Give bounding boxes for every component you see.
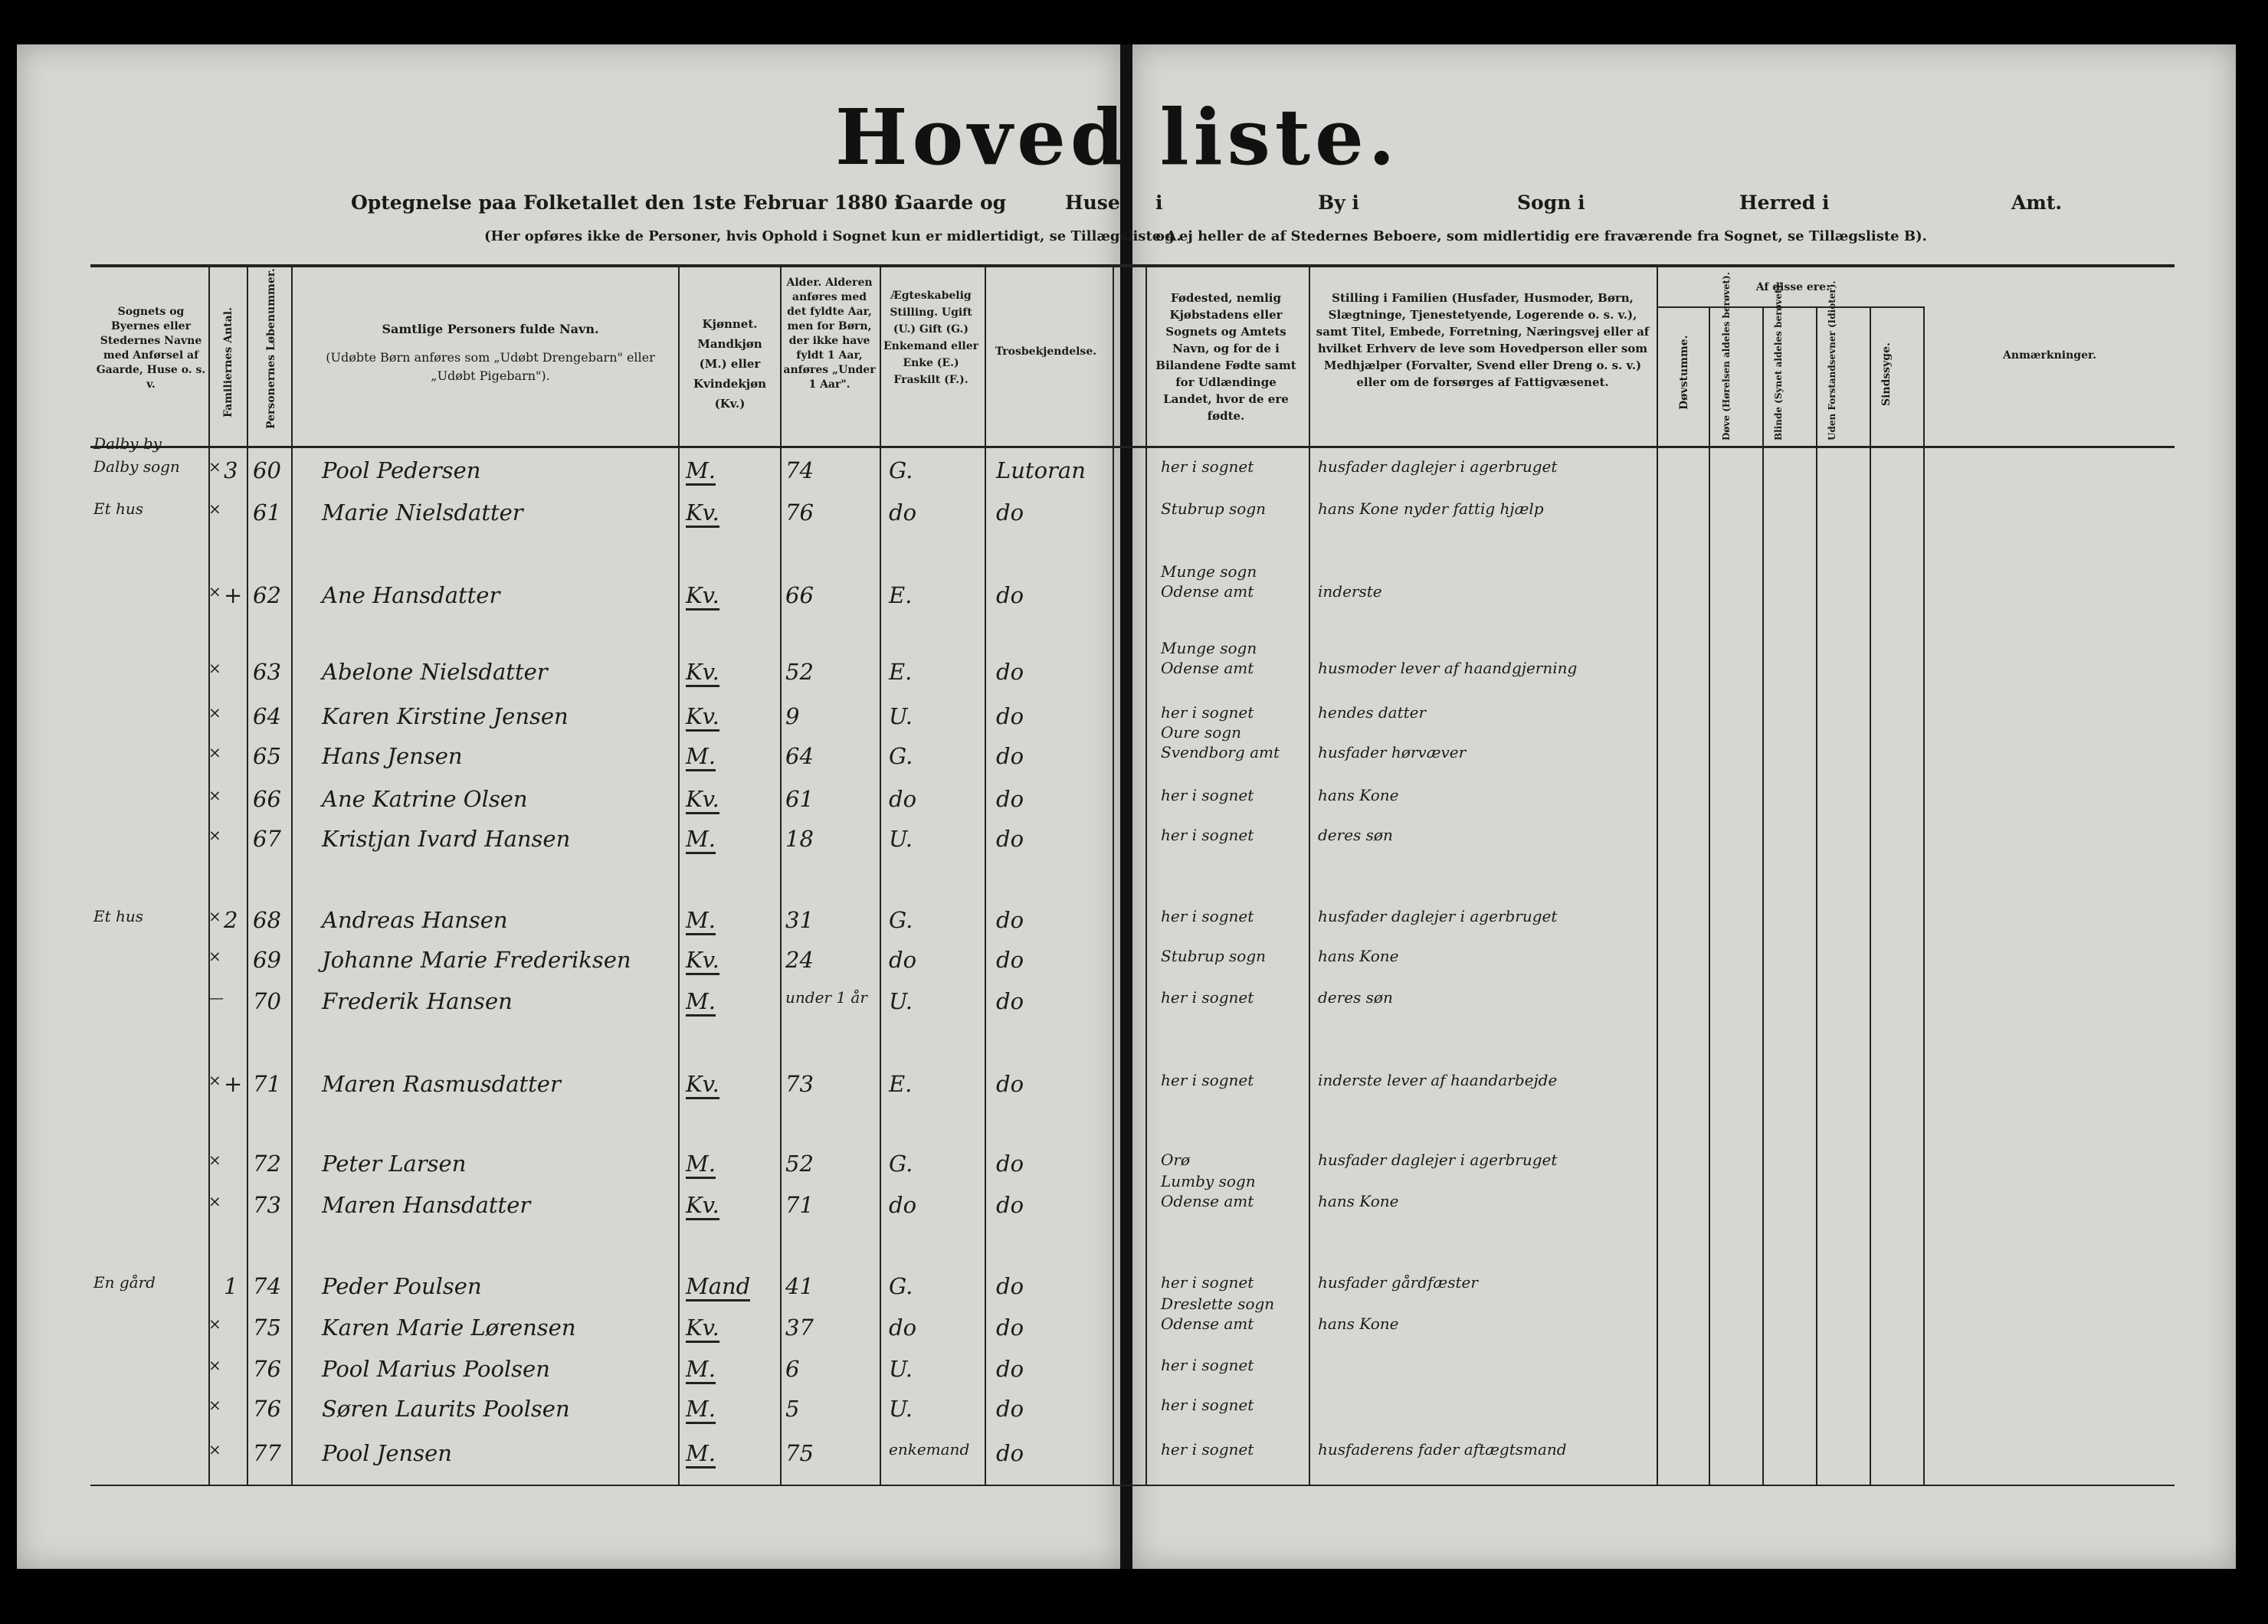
sex: M. [686,1440,716,1468]
col-idioter-header: Uden Forstandsevner (Idioter). [1827,280,1837,440]
col-alder-header: Alder. Alderen anføres med det fyldte Aar, men for Børn, der ikke have fyldt 1 Aar, anføres „Under 1 Aar". [783,277,876,391]
age: 5 [785,1396,800,1422]
page-fold [1120,44,1132,1569]
col-familie-stilling-header: Stilling i Familien (Husfader, Husmoder, Børn, Slægtninge, Tjenestetyende, Logerende o. s. v.), samt Titel, Embede, Forretning, Næringsvej eller af hvilket Erhverv de leve som Hovedperson eller som Medhjælper (Forvalter, Svend eller Dreng o. s. v.) eller om de forsørges af Fattigvæsenet. [1316,291,1650,389]
occupation: hans Kone [1318,786,1399,804]
birthplace: her i sognet [1161,786,1254,804]
sex: M. [686,1396,716,1424]
age: 64 [785,743,814,769]
marital-status: do [889,1315,917,1341]
column-line [1309,264,1310,1485]
sex: Mand [686,1273,750,1301]
age: 41 [785,1273,814,1299]
occupation: husfader daglejer i agerbruget [1318,457,1558,476]
age: 66 [785,582,814,608]
sex: Kv. [686,659,719,687]
person-number: 75 [253,1315,281,1341]
tally-mark: × [208,1071,221,1089]
marital-status: G. [889,743,913,769]
age: under 1 år [785,988,867,1007]
header-segment: Amt. [2011,192,2063,214]
sex: M. [686,988,716,1017]
header-segment: i [1155,192,1163,214]
religion: do [996,1315,1024,1341]
col-tro-header: Trosbekjendelse. [995,345,1097,358]
age: 74 [785,457,814,483]
page-title: Hoved liste. [835,92,1400,182]
person-number: 62 [253,582,281,608]
age: 75 [785,1440,814,1466]
family-count: + [224,1071,243,1097]
marital-status: E. [889,659,913,685]
col-af-disse-header: Af disse ere: [1755,281,1830,293]
birthplace-parish: Dreslette sogn [1161,1295,1275,1313]
religion: do [996,947,1024,973]
place-name: Dalby by [93,434,162,453]
marital-status: U. [889,1396,913,1422]
birthplace-parish: Oure sogn [1161,723,1242,742]
person-name: Marie Nielsdatter [322,499,523,526]
person-number: 63 [253,659,281,685]
religion: do [996,1356,1024,1382]
occupation: hans Kone [1318,947,1399,965]
religion: do [996,907,1024,933]
religion: do [996,582,1024,608]
age: 76 [785,499,814,526]
birthplace: Stubrup sogn [1161,499,1267,518]
column-line [880,264,881,1485]
header-segment: Optegnelse paa Folketallet den 1ste Februar 1880 i [351,192,902,214]
col-navn-note: (Udøbte Børn anføres som „Udøbt Drengebarn" eller „Udøbt Pigebarn"). [326,350,655,383]
marital-status: G. [889,1273,913,1299]
religion: do [996,743,1024,769]
person-name: Abelone Nielsdatter [322,659,548,685]
birthplace-parish: Lumby sogn [1161,1172,1256,1190]
person-name: Hans Jensen [322,743,463,769]
person-name: Karen Kirstine Jensen [322,703,569,729]
occupation: hans Kone [1318,1192,1399,1210]
birthplace: Odense amt [1161,1192,1254,1210]
header-segment: Herred i [1739,192,1830,214]
tally-mark: × [208,743,221,761]
birthplace: her i sognet [1161,457,1254,476]
column-line [985,264,986,1485]
tally-mark: × [208,947,221,965]
note-right: og ej heller de af Stedernes Beboere, som midlertidig ere fraværende fra Sognet, se Tillægsliste B). [1155,228,1927,244]
col-navn-header: Samtlige Personers fulde Navn. [382,322,599,336]
marital-status: U. [889,703,913,729]
birthplace: Orø [1161,1151,1190,1169]
marital-status: E. [889,1071,913,1097]
occupation: husmoder lever af haandgjerning [1318,659,1578,677]
sex: Kv. [686,786,719,814]
religion: do [996,988,1024,1014]
subheader-rule [1657,306,1923,308]
place-name-2: Dalby sogn [93,457,180,476]
header-segment: Huse [1065,192,1120,214]
birthplace: Odense amt [1161,659,1254,677]
sex: Kv. [686,1192,719,1220]
sex: Kv. [686,703,719,732]
person-number: 67 [253,826,281,852]
person-name: Pool Jensen [322,1440,452,1466]
marital-status: G. [889,907,913,933]
sex: Kv. [686,1071,719,1099]
birthplace: her i sognet [1161,703,1254,722]
birthplace: her i sognet [1161,826,1254,844]
table-top-rule [90,264,2175,267]
marital-status: U. [889,1356,913,1382]
person-number: 71 [253,1071,281,1097]
person-number: 69 [253,947,281,973]
person-number: 60 [253,457,281,483]
col-dove-header: Døve (Hørelsen aldeles berøvet). [1721,272,1732,440]
tally-mark: × [208,582,221,601]
birthplace: her i sognet [1161,1273,1254,1292]
tally-mark: × [208,1356,221,1374]
marital-status: G. [889,457,913,483]
age: 31 [785,907,814,933]
col-familie-antal-header: Familiernes Antal. [222,307,234,417]
person-number: 73 [253,1192,281,1218]
age: 24 [785,947,814,973]
birthplace: her i sognet [1161,1071,1254,1089]
birthplace: her i sognet [1161,1440,1254,1459]
person-number: 77 [253,1440,281,1466]
col-dovstumme-header: Døvstumme. [1678,335,1690,410]
person-number: 64 [253,703,281,729]
sex: Kv. [686,1315,719,1343]
col-kjon-header: Kjønnet. Mandkjøn (M.) eller Kvindekjøn (Kv.) [693,317,767,411]
person-name: Maren Hansdatter [322,1192,531,1218]
column-line [1762,306,1764,1485]
birthplace-parish: Munge sogn [1161,639,1257,657]
birthplace: Odense amt [1161,582,1254,601]
right-page [1132,44,2236,1569]
tally-mark: × [208,703,221,722]
column-line [678,264,680,1485]
sex: M. [686,907,716,935]
col-sindssyge-header: Sindssyge. [1880,342,1893,406]
birthplace: her i sognet [1161,1356,1254,1374]
family-count: 2 [224,907,238,933]
column-line [780,264,782,1485]
person-number: 70 [253,988,281,1014]
col-blinde-header: Blinde (Synet aldeles berøvet). [1773,281,1784,440]
occupation: inderste lever af haandarbejde [1318,1071,1558,1089]
col-sogn-header: Sognets og Byernes eller Stedernes Navne med Anførsel af Gaarde, Huse o. s. v. [96,306,206,391]
religion: Lutoran [996,457,1086,483]
column-line [247,264,248,1485]
person-name: Andreas Hansen [322,907,508,933]
age: 52 [785,659,814,685]
tally-mark: × [208,786,221,804]
age: 61 [785,786,814,812]
religion: do [996,1396,1024,1422]
religion: do [996,1273,1024,1299]
person-name: Johanne Marie Frederiksen [322,947,631,973]
column-line [1113,264,1114,1485]
column-line [1870,306,1871,1485]
person-number: 66 [253,786,281,812]
occupation: husfader daglejer i agerbruget [1318,1151,1558,1169]
age: 6 [785,1356,800,1382]
birthplace: her i sognet [1161,988,1254,1007]
tally-mark: × [208,1151,221,1169]
person-number: 74 [253,1273,281,1299]
occupation: husfader gårdfæster [1318,1273,1478,1292]
note-left: (Her opføres ikke de Personer, hvis Ophold i Sognet kun er midlertidigt, se Tillægsliste A. [484,228,1182,244]
header-segment: By i [1318,192,1359,214]
age: 52 [785,1151,814,1177]
place-name: En gård [93,1273,156,1292]
age: 37 [785,1315,814,1341]
marital-status: do [889,1192,917,1218]
column-line [291,264,293,1485]
header-segment: Gaarde og [896,192,1007,214]
person-number: 61 [253,499,281,526]
occupation: deres søn [1318,826,1393,844]
sex: Kv. [686,582,719,611]
marital-status: do [889,499,917,526]
header-segment: Sogn i [1517,192,1585,214]
family-count: + [224,582,243,608]
occupation: hendes datter [1318,703,1427,722]
religion: do [996,1440,1024,1466]
birthplace: her i sognet [1161,1396,1254,1414]
religion: do [996,826,1024,852]
age: 18 [785,826,814,852]
occupation: husfader hørvæver [1318,743,1467,761]
person-name: Karen Marie Lørensen [322,1315,576,1341]
age: 73 [785,1071,814,1097]
religion: do [996,703,1024,729]
marital-status: do [889,947,917,973]
column-line [1709,306,1710,1485]
col-fodested-header: Fødested, nemlig Kjøbstadens eller Sognets og Amtets Navn, og for de i Bilandene Fødte samt for Udlændinge Landet, hvor de ere fødte. [1155,291,1296,423]
marital-status: do [889,786,917,812]
column-line [208,264,210,1485]
marital-status: U. [889,988,913,1014]
person-name: Pool Pedersen [322,457,481,483]
occupation: inderste [1318,582,1382,601]
person-number: 68 [253,907,281,933]
occupation: hans Kone [1318,1315,1399,1333]
family-count: 3 [224,457,238,483]
place-name: Et hus [93,499,144,518]
religion: do [996,1071,1024,1097]
person-number: 65 [253,743,281,769]
birthplace: Stubrup sogn [1161,947,1267,965]
person-name: Pool Marius Poolsen [322,1356,550,1382]
tally-mark: × [208,1192,221,1210]
marital-status: E. [889,582,913,608]
person-number: 76 [253,1356,281,1382]
person-name: Ane Katrine Olsen [322,786,528,812]
col-lobenummer-header: Personernes Løbenummer. [265,268,277,429]
occupation: husfaderens fader aftægtsmand [1318,1440,1567,1459]
occupation: deres søn [1318,988,1393,1007]
person-name: Peter Larsen [322,1151,467,1177]
tally-mark: × [208,1315,221,1333]
tally-mark: — [208,988,224,1007]
family-count: 1 [224,1273,238,1299]
person-number: 76 [253,1396,281,1422]
col-stilling-header: Ægteskabelig Stilling. Ugift (U.) Gift (G.) Enkemand eller Enke (E.) Fraskilt (F.). [883,290,978,386]
column-line [1816,306,1817,1485]
tally-mark: × [208,826,221,844]
sex: M. [686,1356,716,1384]
marital-status: U. [889,826,913,852]
person-name: Maren Rasmusdatter [322,1071,561,1097]
religion: do [996,786,1024,812]
tally-mark: × [208,659,221,677]
header-bottom-rule [90,446,2175,448]
age: 71 [785,1192,814,1218]
tally-mark: × [208,907,221,925]
religion: do [996,1151,1024,1177]
person-name: Søren Laurits Poolsen [322,1396,570,1422]
birthplace: her i sognet [1161,907,1254,925]
religion: do [996,1192,1024,1218]
occupation: husfader daglejer i agerbruget [1318,907,1558,925]
birthplace: Odense amt [1161,1315,1254,1333]
birthplace-parish: Munge sogn [1161,562,1257,581]
tally-mark: × [208,1396,221,1414]
sex: Kv. [686,499,719,528]
col-anmerkninger-header: Anmærkninger. [2003,349,2096,362]
marital-status: G. [889,1151,913,1177]
tally-mark: × [208,1440,221,1459]
sex: M. [686,1151,716,1179]
place-name: Et hus [93,907,144,925]
marital-status: enkemand [889,1440,970,1459]
column-line [1923,306,1925,1485]
occupation: hans Kone nyder fattig hjælp [1318,499,1544,518]
sex: M. [686,743,716,771]
tally-mark: × [208,499,221,518]
age: 9 [785,703,800,729]
sex: M. [686,457,716,486]
person-name: Kristjan Ivard Hansen [322,826,571,852]
person-name: Ane Hansdatter [322,582,500,608]
birthplace: Svendborg amt [1161,743,1280,761]
religion: do [996,499,1024,526]
column-line [1145,264,1147,1485]
religion: do [996,659,1024,685]
person-number: 72 [253,1151,281,1177]
sex: Kv. [686,947,719,975]
person-name: Peder Poulsen [322,1273,482,1299]
sex: M. [686,826,716,854]
column-line [1657,264,1658,1485]
person-name: Frederik Hansen [322,988,513,1014]
table-bottom-rule [90,1485,2175,1486]
tally-mark: × [208,457,221,476]
